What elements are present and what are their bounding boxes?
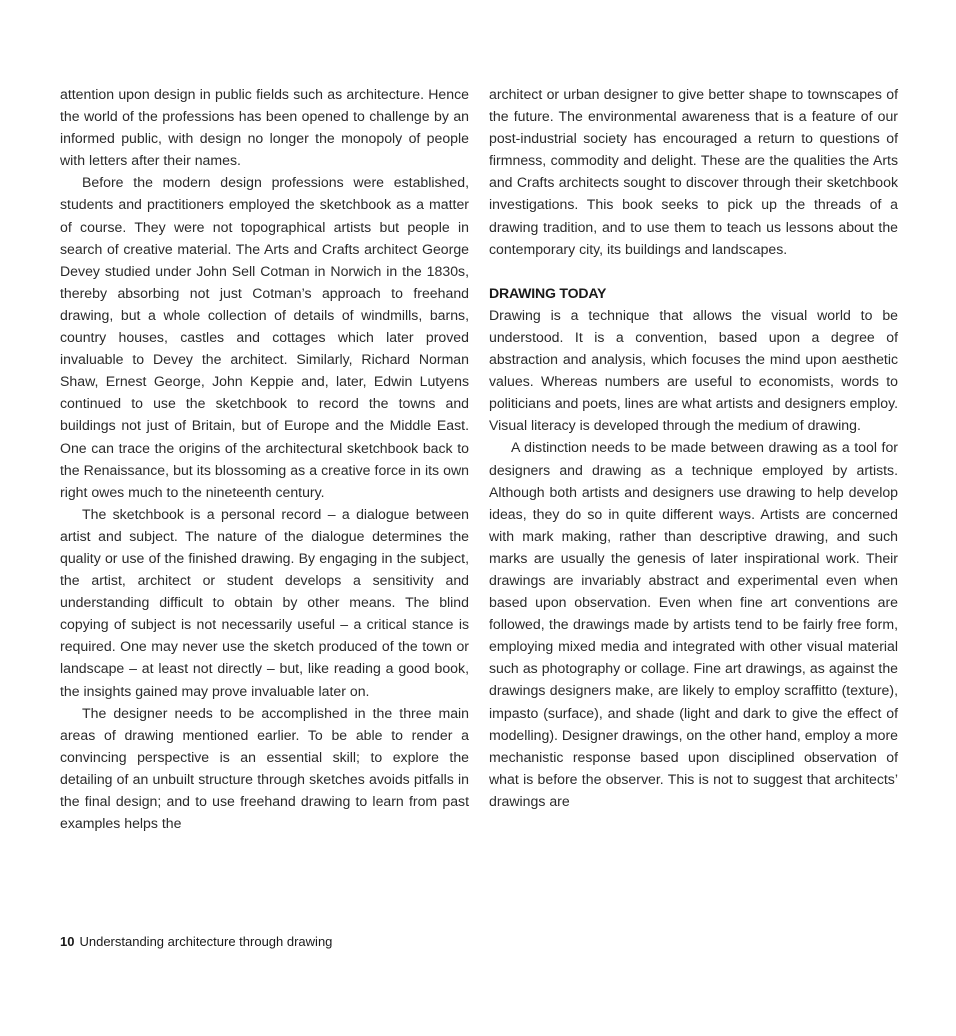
body-paragraph: Before the modern design professions were established, students and practitioners employed the sketchbook as a matter of course. They were not topographical artists but people in search of creative material. The Arts and Crafts architect George Devey studied under John Sell Cotman in Norwich in the 1830s, thereby absorbing not just Cotman’s approach to freehand drawing, but a whole collection of details of windmills, barns, country houses, castles and cottages which later proved invaluable to Devey the architect. Similarly, Richard Norman Shaw, Ernest George, John Keppie and, later, Edwin Lutyens continued to use the sketchbook to record the towns and buildings not just of Britain, but of Europe and the Middle East. One can trace the origins of the architectural sketchbook back to the Renaissance, but its blossoming as a creative force in its own right owes much to the nineteenth century. [60,174,469,500]
section-heading: DRAWING TODAY [489,284,607,301]
body-paragraph: A distinction needs to be made between drawing as a tool for designers and drawing as a technique employed by artists. Although both artists and designers use drawing to help develop ideas, they do so in quite different ways. Artists are concerned with mark making, rather than descriptive drawing, and such marks are usually the genesis of later inspirational work. Their drawings are invariably abstract and experimental even when based upon observation. Even when fine art conventions are followed, the drawings made by artists tend to be fairly free form, employing mixed media and integrated with other visual material such as photography or collage. Fine art drawings, as against the drawings designers make, are likely to employ scraffitto (texture), impasto (surface), and shade (light and dark to give the effect of modelling). Designer drawings, on the other hand, employ a more mechanistic response based upon disciplined observation of what is before the observer. This is not to suggest that architects’ drawings are [489,439,898,809]
body-paragraph: The designer needs to be accomplished in the three main areas of drawing mentioned earlier. To be able to render a convincing perspective is an essential skill; to explore the detailing of an unbuilt structure through sketches avoids pitfalls in the final design; and to use freehand drawing to learn from past examples helps the [60,704,469,832]
body-paragraph: attention upon design in public fields such as architecture. Hence the world of the professions has been opened to challenge by an informed public, with design no longer the monopoly of people with letters after their names. [60,86,469,169]
left-column [60,83,469,834]
body-paragraph: Drawing is a technique that allows the visual world to be understood. It is a convention, based upon a degree of abstraction and analysis, which focuses the mind upon aesthetic values. Whereas numbers are useful to economists, words to politicians and poets, lines are what artists and designers employ. Visual literacy is developed through the medium of drawing. [489,306,898,434]
right-column [489,83,898,812]
page-footer [60,934,332,949]
running-title: Understanding architecture through drawing [79,934,333,949]
page-number: 10 [60,934,75,949]
body-paragraph: architect or urban designer to give better shape to townscapes of the future. The environmental awareness that is a feature of our post-industrial society has encouraged a return to questions of firmness, commodity and delight. These are the qualities the Arts and Crafts architects sought to discover through their sketchbook investigations. This book seeks to pick up the threads of a drawing tradition, and to use them to teach us lessons about the contemporary city, its buildings and landscapes. [489,86,898,257]
body-paragraph: The sketchbook is a personal record – a dialogue between artist and subject. The nature of the dialogue determines the quality or use of the finished drawing. By engaging in the subject, the artist, architect or student develops a sensitivity and understanding difficult to obtain by other means. The blind copying of subject is not necessarily useful – a critical stance is required. One may never use the sketch produced of the town or landscape – at least not directly – but, like reading a good book, the insights gained may prove invaluable later on. [60,505,469,699]
